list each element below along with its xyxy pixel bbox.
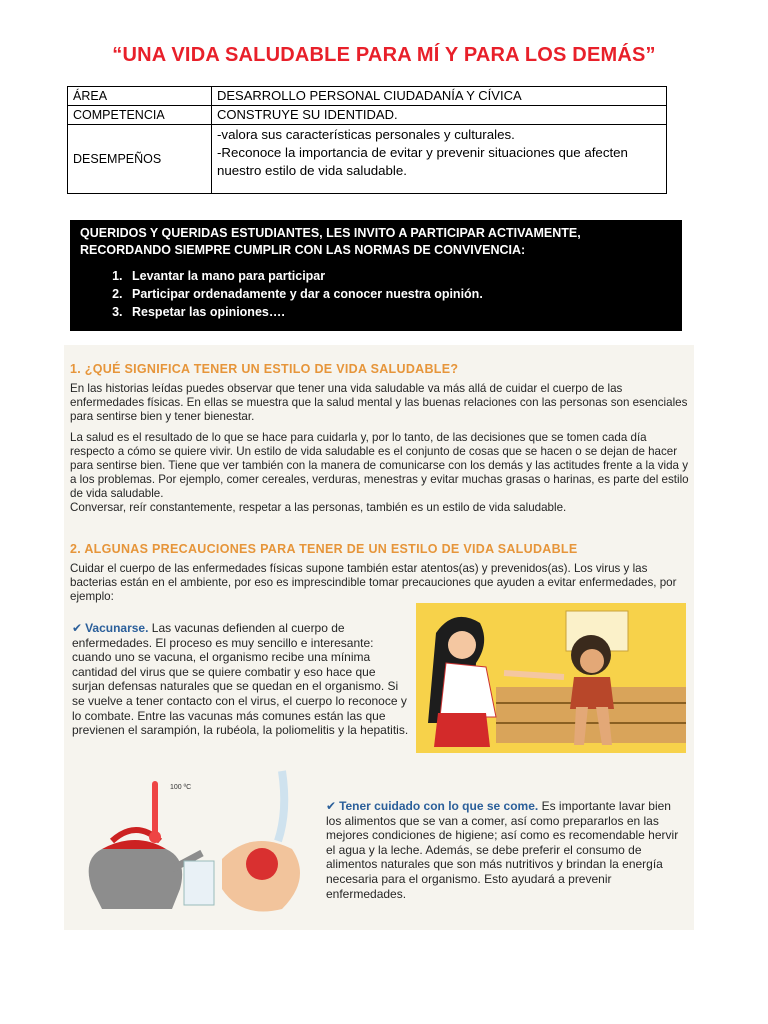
textbook-excerpt — [64, 345, 694, 930]
desempenos-value — [212, 125, 667, 194]
vaccination-illustration-icon — [416, 603, 686, 753]
section1-paragraph-1: En las historias leídas puedes observar que tener una vida saludable va más allá de cuidar el cuerpo de las enfermedades físicas. En ellas se muestra que la salud mental y las buenas relaciones con las personas son esenciales para sentirse bien y tener bienestar. — [70, 382, 688, 423]
check-icon: ✔ — [326, 799, 337, 813]
info-table — [67, 86, 667, 194]
area-value: DESARROLLO PERSONAL CIUDADANÍA Y CÍVICA — [212, 87, 667, 106]
desempenos-key: DESEMPEÑOS — [68, 125, 212, 194]
vacunarse-block — [72, 621, 410, 738]
section1-heading: 1. ¿QUÉ SIGNIFICA TENER UN ESTILO DE VIDA SALUDABLE? — [70, 362, 459, 376]
thermometer-label: 100 ºC — [170, 784, 192, 791]
desempeno-item: -valora sus características personales y culturales. — [217, 127, 515, 142]
norm-item: 1. Levantar la mano para participar — [126, 267, 672, 285]
norms-list — [80, 267, 672, 321]
check-icon: ✔ — [72, 621, 83, 635]
norm-item: 3. Respetar las opiniones…. — [126, 303, 672, 321]
comida-text: Es importante lavar bien los alimentos que se van a comer, así como prepararlos en las mejores condiciones de higiene; así como es recomendable hervir el agua y la leche. Además, se debe preferir el consumo de alimentos naturales que son más nutritivos y brindan la energía necesaria para el organismo. Esto ayudará a prevenir enfermedades. — [326, 799, 679, 901]
food-hygiene-illustration-icon — [72, 769, 322, 919]
section1-paragraph-3: Conversar, reír constantemente, respetar a las personas, también es un estilo de vida saludable. — [70, 501, 567, 514]
comida-block — [326, 799, 688, 901]
norms-box — [70, 220, 682, 331]
area-row — [68, 87, 667, 106]
page-title: “UNA VIDA SALUDABLE PARA MÍ Y PARA LOS DEMÁS” — [112, 44, 656, 66]
competencia-key: COMPETENCIA — [68, 106, 212, 125]
competencia-row — [68, 106, 667, 125]
section2-paragraph: Cuidar el cuerpo de las enfermedades físicas supone también estar atentos(as) y prevenidos(as). Los virus y las bacterias están en el ambiente, por eso es imprescindible tomar precauciones que ayuden a evitar enfermedades, por ejemplo: — [70, 562, 677, 603]
comida-lead: Tener cuidado con lo que se come. — [339, 799, 539, 813]
norm-item: 2. Participar ordenadamente y dar a conocer nuestra opinión. — [126, 285, 672, 303]
desempenos-row — [68, 125, 667, 194]
section2-heading: 2. ALGUNAS PRECAUCIONES PARA TENER DE UN ESTILO DE VIDA SALUDABLE — [70, 542, 578, 556]
vacunarse-lead: Vacunarse. — [85, 621, 149, 635]
competencia-value: CONSTRUYE SU IDENTIDAD. — [212, 106, 667, 125]
vacunarse-text: Las vacunas defienden al cuerpo de enfermedades. El proceso es muy sencillo e interesante: cuando uno se vacuna, el organismo recibe una mínima cantidad del virus que se quiere combatir y eso hace que surjan defensas naturales que se quedan en el organismo. Si se vuelve a tener contacto con el virus, el cuerpo lo reconoce y lo combate. Entre las vacunas más comunes están las que previenen el sarampión, la rubéola, la poliomelitis y la hepatitis. — [72, 621, 409, 738]
norms-intro: QUERIDOS Y QUERIDAS ESTUDIANTES, LES INVITO A PARTICIPAR ACTIVAMENTE, RECORDANDO SIEMPRE CUMPLIR CON LAS NORMAS DE CONVIVENCIA: — [80, 226, 581, 257]
section1-paragraph-2: La salud es el resultado de lo que se hace para cuidarla y, por lo tanto, de las decisiones que se tomen cada día respecto a cómo se quiere vivir. Un estilo de vida saludable es el conjunto de cosas que se hacen o se dejan de hacer para sentirse bien. Tiene que ver también con la manera de comunicarse con los demás y las actitudes frente a la vida y a los problemas. Por ejemplo, comer cereales, verduras, menestras y evitar muchas grasas o harinas, es parte del estilo de vida saludable. — [70, 431, 689, 500]
area-key: ÁREA — [68, 87, 212, 106]
desempeno-item: -Reconoce la importancia de evitar y prevenir situaciones que afecten nuestro estilo de vida saludable. — [217, 145, 628, 178]
